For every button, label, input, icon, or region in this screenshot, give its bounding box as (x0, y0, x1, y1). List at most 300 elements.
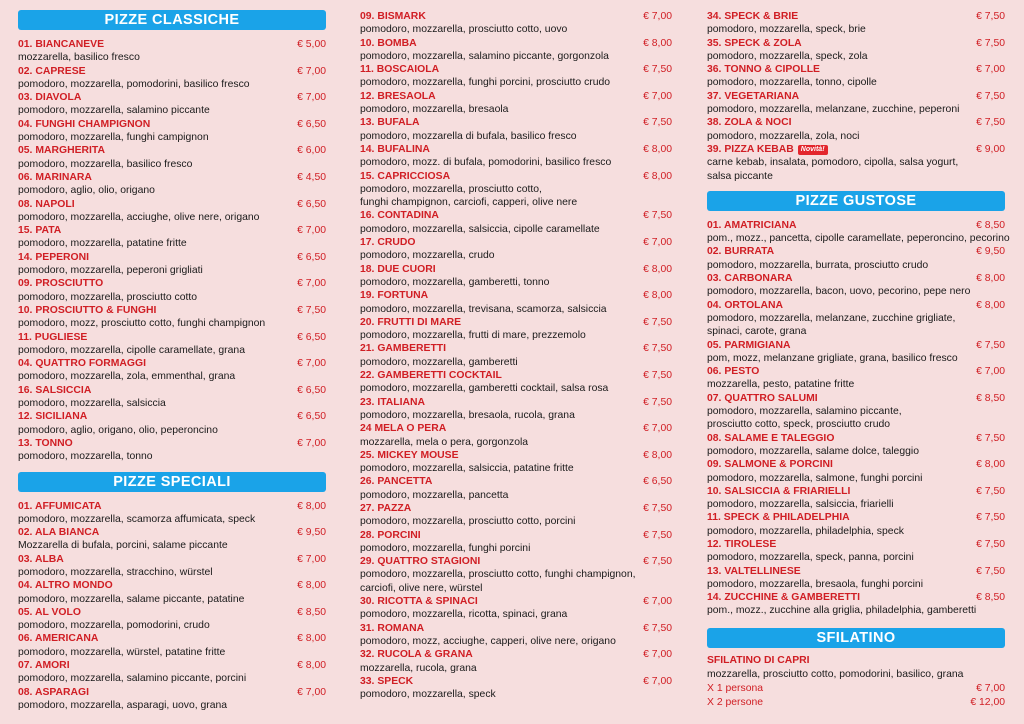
menu-item-title (707, 143, 828, 156)
menu-item-price: € 7,50 (976, 538, 1005, 550)
menu-item-name: 10. PROSCIUTTO & FUNGHI (18, 304, 157, 316)
menu-item (360, 675, 672, 702)
menu-item (707, 272, 1005, 299)
menu-item-title (18, 38, 104, 51)
menu-item-price: € 8,00 (643, 170, 672, 182)
menu-item-name: 02. BURRATA (707, 246, 775, 258)
menu-item-title (18, 198, 75, 211)
menu-item-description: pomodoro, mozzarella, salamino piccante (18, 105, 210, 117)
menu-item-price: € 7,50 (976, 117, 1005, 129)
menu-item-title (360, 90, 436, 103)
menu-item (707, 432, 1005, 459)
menu-item-name: 36. TONNO & CIPOLLE (707, 64, 820, 76)
menu-item-name: 09. BISMARK (360, 11, 426, 22)
menu-item-price: € 7,00 (297, 358, 326, 370)
menu-item-row (360, 595, 672, 608)
menu-item-row (707, 143, 1005, 156)
menu-item-price: € 7,50 (976, 485, 1005, 497)
menu-item (360, 289, 672, 316)
menu-item-description: pomodoro, mozzarella, bresaola, funghi porcini (707, 578, 924, 590)
menu-item-description: pomodoro, mozz, prosciutto cotto, funghi champignon (18, 318, 266, 330)
menu-item (18, 579, 326, 606)
menu-item-row (360, 170, 672, 183)
menu-item-name: 06. MARINARA (18, 171, 92, 183)
menu-item-price: € 8,50 (976, 219, 1005, 231)
menu-item-title (360, 263, 436, 276)
menu-item-title (707, 299, 783, 312)
menu-item-description: pomodoro, mozzarella, gamberetti, tonno (360, 276, 550, 288)
menu-item-description: pomodoro, mozzarella, prosciutto cotto, uovo (360, 24, 568, 36)
menu-item-name: 08. ASPARAGI (18, 686, 90, 698)
menu-item-description: pomodoro, mozzarella, melanzane, zucchine grigliate, (707, 312, 956, 324)
menu-item (707, 116, 1005, 143)
menu-item-price: € 7,50 (643, 316, 672, 328)
menu-item (18, 304, 326, 331)
menu-item-price: € 7,00 (643, 649, 672, 661)
menu-item-description: mozzarella, basilico fresco (18, 52, 140, 64)
menu-item-name: 29. QUATTRO STAGIONI (360, 556, 481, 568)
menu-item-name: 08. SALAME E TALEGGIO (707, 432, 835, 444)
menu-item-description: pomodoro, mozzarella, salmone, funghi porcini (707, 472, 923, 484)
menu-item-price: € 5,00 (297, 39, 326, 50)
menu-item-name: 12. TIROLESE (707, 538, 777, 550)
menu-item-price: € 7,00 (297, 553, 326, 565)
menu-item (18, 144, 326, 171)
menu-item-name: 14. PEPERONI (18, 251, 90, 263)
menu-item-row (18, 171, 326, 184)
menu-item (360, 63, 672, 90)
menu-item-description: pomodoro, aglio, olio, origano (18, 185, 155, 197)
menu-item-name: 06. AMERICANA (18, 633, 99, 645)
menu-item-row (707, 565, 1005, 578)
menu-item-row (707, 458, 1005, 471)
menu-item-name: 11. PUGLIESE (18, 331, 88, 343)
menu-item (707, 511, 1005, 538)
menu-item-name: 02. CAPRESE (18, 65, 86, 77)
menu-item (360, 595, 672, 622)
menu-item-price: € 7,50 (976, 37, 1005, 49)
menu-item-title (360, 289, 428, 302)
menu-item-description: carciofi, olive nere, würstel (360, 582, 483, 594)
menu-item-name: 11. SPECK & PHILADELPHIA (707, 512, 850, 524)
menu-item-row (18, 144, 326, 157)
menu-item-price: € 7,50 (643, 343, 672, 355)
menu-item-row (360, 316, 672, 329)
menu-item-name: 11. BOSCAIOLA (360, 64, 440, 76)
menu-item-price: € 7,50 (643, 556, 672, 568)
menu-item-description: pomodoro, mozzarella, salsiccia, patatine fritte (360, 463, 574, 475)
menu-item (18, 437, 326, 464)
menu-item-title (707, 538, 776, 551)
menu-item-price: € 6,50 (297, 384, 326, 396)
menu-item-name: 04. ORTOLANA (707, 299, 784, 311)
menu-item-row (360, 475, 672, 488)
menu-item-name: 04. QUATTRO FORMAGGI (18, 358, 146, 370)
menu-item (18, 91, 326, 118)
menu-item-description: pomodoro, mozzarella, trevisana, scamorza, salsiccia (360, 303, 607, 315)
section-header-sfilatino: SFILATINO (707, 628, 1005, 648)
menu-item-title (707, 37, 802, 50)
menu-item-description: funghi champignon, carciofi, capperi, olive nere (360, 197, 578, 209)
menu-item-title (18, 277, 103, 290)
menu-item-title (18, 579, 113, 592)
menu-item-price: € 8,00 (297, 580, 326, 592)
menu-item-name: 38. ZOLA & NOCI (707, 117, 792, 129)
menu-item (18, 659, 326, 686)
menu-item (360, 236, 672, 263)
menu-item-price: € 7,00 (643, 423, 672, 435)
menu-item-description: Mozzarella di bufala, porcini, salame piccante (18, 540, 228, 552)
menu-item-name: 09. PROSCIUTTO (18, 278, 104, 290)
menu-item-name: 28. PORCINI (360, 529, 421, 541)
menu-item-description: salsa piccante (707, 170, 773, 182)
menu-item-price: € 7,50 (643, 396, 672, 408)
menu-item-title (707, 458, 833, 471)
menu-item-description: pomodoro, mozzarella, pancetta (360, 489, 509, 501)
menu-item-name: 14. BUFALINA (360, 143, 430, 155)
menu-item (18, 251, 326, 278)
menu-item (18, 632, 326, 659)
menu-item-row (707, 37, 1005, 50)
menu-item-row (18, 384, 326, 397)
menu-item-price: € 8,00 (643, 143, 672, 155)
menu-column-2 (360, 10, 672, 701)
menu-item (18, 410, 326, 437)
menu-item (18, 526, 326, 553)
menu-item-title (360, 316, 461, 329)
menu-item (18, 331, 326, 358)
menu-item-description: pomodoro, mozzarella, bacon, uovo, pecorino, pepe nero (707, 286, 971, 298)
menu-item-row (18, 553, 326, 566)
sfilatino-block (707, 654, 1005, 710)
menu-item-price: € 7,50 (976, 90, 1005, 102)
menu-item-title (18, 357, 146, 370)
menu-item (707, 63, 1005, 90)
menu-item (707, 219, 1010, 246)
menu-item (707, 37, 1005, 64)
menu-item-description: pomodoro, mozzarella, tonno, cipolle (707, 77, 877, 89)
menu-item-title (707, 272, 792, 285)
menu-item-title (360, 236, 415, 249)
menu-item-price: € 9,50 (297, 527, 326, 539)
menu-item-row (360, 116, 672, 129)
menu-item-description: pomodoro, mozz. di bufala, pomodorini, basilico fresco (360, 157, 612, 169)
menu-item-description: pomodoro, mozz, acciughe, capperi, olive nere, origano (360, 635, 616, 647)
menu-item-row (707, 538, 1005, 551)
menu-item-price: € 8,50 (297, 606, 326, 618)
menu-item (18, 277, 326, 304)
menu-item (360, 502, 672, 529)
menu-item-description: pomodoro, mozzarella, stracchino, würstel (18, 566, 213, 578)
menu-item-description: pomodoro, mozzarella, peperoni grigliati (18, 265, 203, 277)
menu-item-description: pomodoro, mozzarella, salsiccia, cipolle caramellate (360, 223, 600, 235)
sfilatino-option-label: X 1 persona (707, 682, 764, 694)
menu-item (18, 38, 326, 65)
menu-item (707, 392, 1005, 432)
menu-item-name: 05. AL VOLO (18, 606, 81, 618)
menu-item-name: 13. TONNO (18, 437, 73, 449)
menu-item-description: pomodoro, mozzarella, acciughe, olive nere, origano (18, 211, 260, 223)
menu-item-description: pomodoro, mozzarella, prosciutto cotto, (360, 183, 542, 195)
menu-item-name: 08. NAPOLI (18, 198, 75, 210)
menu-item (360, 10, 672, 37)
menu-item-price: € 7,50 (643, 370, 672, 382)
menu-item-name: 21. GAMBERETTI (360, 343, 447, 355)
menu-item-title (707, 365, 759, 378)
menu-item-description: pomodoro, mozzarella, zola, noci (707, 130, 860, 142)
menu-item-name: 15. PATA (18, 225, 62, 237)
menu-item (360, 648, 672, 675)
menu-item-row (360, 449, 672, 462)
menu-item-title (707, 392, 818, 405)
menu-item-row (18, 437, 326, 450)
menu-item (18, 171, 326, 198)
menu-item-title (360, 675, 413, 688)
menu-item-description: carne kebab, insalata, pomodoro, cipolla, salsa yogurt, (707, 157, 959, 169)
menu-item-description: pomodoro, mozzarella di bufala, basilico fresco (360, 130, 577, 142)
menu-item-title (18, 659, 70, 672)
menu-item-row (18, 198, 326, 211)
menu-item-row (360, 289, 672, 302)
menu-item-price: € 6,50 (297, 118, 326, 130)
menu-item-row (18, 38, 326, 51)
menu-item-name: 25. MICKEY MOUSE (360, 449, 459, 461)
menu-item-title (360, 396, 425, 409)
menu-item-description: pomodoro, mozzarella, salamino piccante, (707, 406, 902, 418)
menu-item (707, 485, 1005, 512)
menu-item (707, 538, 1005, 565)
menu-item-price: € 6,50 (297, 198, 326, 210)
menu-item-description: pomodoro, mozzarella, basilico fresco (18, 158, 193, 170)
menu-item (707, 299, 1005, 339)
menu-item-price: € 7,00 (976, 366, 1005, 378)
menu-item-price: € 7,50 (643, 502, 672, 514)
menu-item-row (360, 342, 672, 355)
menu-item-description: pom., mozz., pancetta, cipolle caramellate, peperoncino, pecorino (707, 233, 1010, 245)
menu-item-description: pomodoro, mozzarella, prosciutto cotto, porcini (360, 516, 576, 528)
menu-item-name: 01. AMATRICIANA (707, 219, 797, 231)
menu-item-price: € 7,50 (976, 512, 1005, 524)
sfilatino-option (707, 682, 1005, 696)
menu-item-description: pomodoro, aglio, origano, olio, peperoncino (18, 424, 218, 436)
menu-item-price: € 7,50 (643, 529, 672, 541)
menu-item (707, 591, 1005, 618)
menu-item (360, 396, 672, 423)
menu-item-row (707, 432, 1005, 445)
menu-item-price: € 8,00 (643, 37, 672, 49)
menu-item-title (360, 595, 478, 608)
menu-item-description: pomodoro, mozzarella, gamberetti (360, 356, 518, 368)
menu-item-title (360, 63, 439, 76)
menu-item-name: 18. DUE CUORI (360, 263, 436, 275)
menu-item-title (18, 171, 92, 184)
menu-item (360, 622, 672, 649)
menu-item (707, 90, 1005, 117)
menu-item (360, 90, 672, 117)
menu-item-name: 34. SPECK & BRIE (707, 11, 799, 22)
menu-item-description: pomodoro, mozzarella, patatine fritte (18, 238, 187, 250)
menu-item-name: 37. VEGETARIANA (707, 90, 800, 102)
menu-item-row (707, 392, 1005, 405)
menu-item (707, 245, 1005, 272)
menu-item-title (18, 632, 98, 645)
menu-item-price: € 8,00 (643, 263, 672, 275)
menu-item-name: 04. ALTRO MONDO (18, 580, 113, 592)
menu-item-price: € 8,00 (643, 290, 672, 302)
menu-item-name: 01. BIANCANEVE (18, 39, 105, 50)
menu-item-title (707, 10, 798, 23)
menu-item-name: 12. SICILIANA (18, 411, 88, 423)
menu-item (18, 606, 326, 633)
menu-item (360, 170, 672, 210)
menu-item-price: € 6,50 (297, 411, 326, 423)
menu-item-name: 35. SPECK & ZOLA (707, 37, 802, 49)
menu-item (360, 209, 672, 236)
menu-item-title (707, 339, 791, 352)
menu-item-row (18, 224, 326, 237)
sfilatino-option-label: X 2 persone (707, 696, 764, 708)
menu-item-name: 16. SALSICCIA (18, 384, 92, 396)
menu-item-title (18, 91, 81, 104)
menu-item-price: € 7,50 (297, 304, 326, 316)
menu-item-title (18, 144, 105, 157)
menu-item-description: pomodoro, mozzarella, salame piccante, patatine (18, 593, 245, 605)
menu-item-price: € 8,50 (976, 592, 1005, 604)
menu-item-description: pomodoro, mozzarella, philadelphia, speck (707, 525, 904, 537)
menu-item-description: pomodoro, mozzarella, prosciutto cotto (18, 291, 198, 303)
menu-item-description: pomodoro, mozzarella, tonno (18, 451, 153, 463)
menu-column-1 (18, 10, 326, 712)
menu-item (360, 263, 672, 290)
menu-item-title (360, 116, 419, 129)
menu-item-price: € 6,50 (297, 331, 326, 343)
menu-item-name: 04. FUNGHI CHAMPIGNON (18, 118, 151, 130)
menu-item-description: pomodoro, mozzarella, funghi porcini (360, 542, 531, 554)
section-header-pizze-classiche: PIZZE CLASSICHE (18, 10, 326, 30)
menu-item-price: € 6,50 (643, 476, 672, 488)
menu-item-row (18, 659, 326, 672)
menu-item-title (707, 432, 834, 445)
menu-item (707, 565, 1005, 592)
menu-item-name: 17. CRUDO (360, 237, 416, 249)
menu-item-price: € 7,50 (643, 117, 672, 129)
menu-item-title (18, 500, 102, 513)
menu-item-name: 27. PAZZA (360, 502, 412, 514)
menu-item-title (360, 143, 430, 156)
sfilatino-item-name: SFILATINO DI CAPRI (707, 654, 810, 666)
menu-item-row (360, 369, 672, 382)
menu-item (18, 198, 326, 225)
menu-item-description: mozzarella, rucola, grana (360, 662, 477, 674)
menu-item-price: € 7,00 (297, 225, 326, 237)
menu-item-name: 13. VALTELLINESE (707, 565, 801, 577)
menu-item-row (360, 90, 672, 103)
menu-item-row (18, 357, 326, 370)
menu-item (18, 65, 326, 92)
menu-item-row (707, 272, 1005, 285)
menu-item-title (18, 553, 64, 566)
menu-item-title (18, 118, 150, 131)
menu-item-name: 10. BOMBA (360, 37, 417, 49)
menu-item-price: € 8,50 (976, 392, 1005, 404)
menu-item-price: € 7,00 (643, 11, 672, 22)
menu-item-description: pomodoro, mozzarella, speck, zola (707, 50, 868, 62)
menu-item-title (360, 342, 446, 355)
menu-item-title (360, 648, 473, 661)
menu-item-description: pomodoro, mozzarella, pomodorini, crudo (18, 620, 210, 632)
menu-item-name: 07. AMORI (18, 660, 70, 672)
menu-item-description: mozzarella, pesto, patatine fritte (707, 379, 855, 391)
menu-item (18, 500, 326, 527)
menu-item-description: pomodoro, mozzarella, frutti di mare, prezzemolo (360, 330, 586, 342)
menu-item (360, 116, 672, 143)
menu-item-row (18, 251, 326, 264)
menu-item-description: pomodoro, mozzarella, bresaola, rucola, grana (360, 409, 575, 421)
menu-item-description: pomodoro, mozzarella, speck, brie (707, 24, 866, 36)
menu-item (360, 143, 672, 170)
menu-item-description: pomodoro, mozzarella, salamino piccante, porcini (18, 673, 247, 685)
menu-item-description: pomodoro, mozzarella, funghi porcini, prosciutto crudo (360, 77, 611, 89)
menu-item-row (707, 219, 1005, 232)
menu-item-title (18, 384, 91, 397)
menu-item-row (360, 675, 672, 688)
menu-item-row (707, 591, 1005, 604)
menu-item-row (360, 648, 672, 661)
menu-item-description: pomodoro, mozzarella, pomodorini, basilico fresco (18, 78, 250, 90)
menu-item-row (360, 422, 672, 435)
menu-item-title (360, 37, 417, 50)
menu-item-price: € 7,50 (643, 64, 672, 76)
menu-item-title (707, 90, 799, 103)
menu-item (360, 449, 672, 476)
menu-item-description: pomodoro, mozzarella, speck (360, 689, 496, 701)
menu-item-row (707, 245, 1005, 258)
menu-item-row (707, 339, 1005, 352)
menu-item-title (360, 475, 432, 488)
menu-item-price: € 7,00 (643, 237, 672, 249)
menu-item-name: 39. PIZZA KEBAB (707, 143, 794, 155)
menu-item-title (360, 422, 446, 435)
menu-item-row (18, 410, 326, 423)
menu-item-title (360, 449, 459, 462)
menu-item-name: 03. ALBA (18, 553, 64, 565)
menu-item-description: prosciutto cotto, speck, prosciutto crudo (707, 419, 891, 431)
menu-item-description: pomodoro, mozzarella, funghi campignon (18, 132, 209, 144)
menu-item-row (360, 63, 672, 76)
menu-item-price: € 7,50 (976, 339, 1005, 351)
menu-item-price: € 4,50 (297, 171, 326, 183)
menu-item-name: 13. BUFALA (360, 117, 420, 129)
menu-item (360, 369, 672, 396)
menu-item-name: 16. CONTADINA (360, 210, 439, 222)
menu-item-description: pomodoro, mozzarella, speck, panna, porcini (707, 552, 914, 564)
menu-item-description: pomodoro, mozzarella, salsiccia (18, 398, 166, 410)
menu-item-description: pomodoro, mozzarella, prosciutto cotto, funghi champignon, (360, 569, 636, 581)
new-badge: Novità! (798, 145, 828, 155)
menu-item-description: pomodoro, mozzarella, salame dolce, taleggio (707, 445, 919, 457)
menu-item-name: 20. FRUTTI DI MARE (360, 316, 462, 328)
menu-item-price: € 7,00 (643, 90, 672, 102)
menu-item-row (18, 118, 326, 131)
menu-item-price: € 7,00 (643, 675, 672, 687)
menu-item-price: € 7,00 (297, 437, 326, 449)
menu-item (360, 342, 672, 369)
menu-item-row (18, 277, 326, 290)
menu-item-price: € 6,00 (297, 145, 326, 157)
menu-item-title (18, 251, 89, 264)
menu-item-row (707, 485, 1005, 498)
menu-item-description: pomodoro, mozzarella, cipolle caramellate, grana (18, 344, 245, 356)
